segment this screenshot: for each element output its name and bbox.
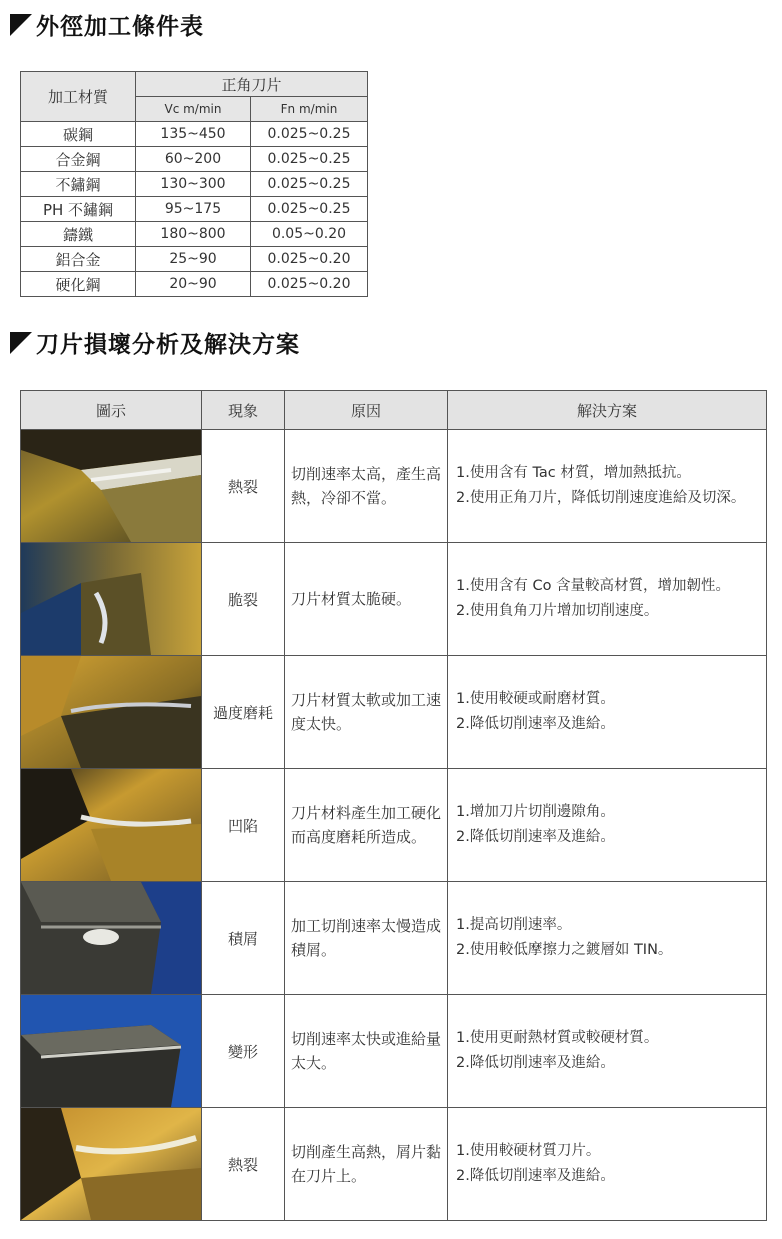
cutting-conditions-table bbox=[20, 71, 368, 297]
cell-material: 鋁合金 bbox=[21, 247, 136, 272]
cell-cause: 刀片材質太脆硬。 bbox=[285, 543, 448, 656]
cell-vc: 60~200 bbox=[136, 147, 251, 172]
cell-solution bbox=[448, 769, 767, 882]
insert-damage-photo bbox=[21, 1108, 201, 1220]
insert-photo-cell bbox=[21, 882, 202, 995]
cell-fn: 0.05~0.20 bbox=[251, 222, 368, 247]
solution-line: 1.使用更耐熱材質或較硬材質。 bbox=[456, 1030, 659, 1046]
insert-photo-cell bbox=[21, 1108, 202, 1221]
section-title-text: 刀片損壞分析及解決方案 bbox=[36, 332, 300, 358]
cell-cause: 切削速率太快或進給量太大。 bbox=[285, 995, 448, 1108]
solution-line: 2.降低切削速率及進給。 bbox=[456, 829, 615, 845]
table-row bbox=[21, 1108, 767, 1221]
cell-phenomenon: 過度磨耗 bbox=[202, 656, 285, 769]
solution-line: 2.使用負角刀片增加切削速度。 bbox=[456, 603, 659, 619]
cell-fn: 0.025~0.20 bbox=[251, 272, 368, 297]
cell-phenomenon: 熱裂 bbox=[202, 430, 285, 543]
insert-photo-cell bbox=[21, 543, 202, 656]
cell-material: 合金鋼 bbox=[21, 147, 136, 172]
cell-vc: 180~800 bbox=[136, 222, 251, 247]
cell-vc: 135~450 bbox=[136, 122, 251, 147]
section-title-cutting-conditions bbox=[10, 8, 204, 41]
solution-line: 2.使用正角刀片，降低切削速度進給及切深。 bbox=[456, 490, 746, 506]
solution-line: 2.使用較低摩擦力之鍍層如 TIN。 bbox=[456, 942, 673, 958]
table-row bbox=[21, 430, 767, 543]
table-row bbox=[21, 769, 767, 882]
cell-cause: 刀片材料產生加工硬化而高度磨耗所造成。 bbox=[285, 769, 448, 882]
insert-damage-photo bbox=[21, 430, 201, 542]
insert-damage-photo bbox=[21, 769, 201, 881]
cell-material: 硬化鋼 bbox=[21, 272, 136, 297]
cell-cause: 切削速率太高，產生高熱，冷卻不當。 bbox=[285, 430, 448, 543]
section-title-damage-analysis bbox=[10, 326, 300, 359]
table-row bbox=[21, 122, 368, 147]
solution-line: 1.提高切削速率。 bbox=[456, 917, 572, 933]
solution-line: 1.使用較硬或耐磨材質。 bbox=[456, 691, 615, 707]
insert-damage-photo bbox=[21, 882, 201, 994]
cell-fn: 0.025~0.25 bbox=[251, 147, 368, 172]
solution-line: 1.使用含有 Co 含量較高材質，增加韌性。 bbox=[456, 578, 731, 594]
header-vc: Vc m/min bbox=[136, 97, 251, 122]
cell-phenomenon: 熱裂 bbox=[202, 1108, 285, 1221]
cell-cause: 切削產生高熱，屑片黏在刀片上。 bbox=[285, 1108, 448, 1221]
cell-phenomenon: 脆裂 bbox=[202, 543, 285, 656]
table-row bbox=[21, 147, 368, 172]
cell-fn: 0.025~0.25 bbox=[251, 122, 368, 147]
insert-damage-photo bbox=[21, 543, 201, 655]
cell-material: PH 不鏽鋼 bbox=[21, 197, 136, 222]
cell-vc: 25~90 bbox=[136, 247, 251, 272]
cell-phenomenon: 凹陷 bbox=[202, 769, 285, 882]
solution-line: 2.降低切削速率及進給。 bbox=[456, 1168, 615, 1184]
header-image: 圖示 bbox=[21, 391, 202, 430]
cell-material: 不鏽鋼 bbox=[21, 172, 136, 197]
section-title-text: 外徑加工條件表 bbox=[36, 14, 204, 40]
table-row bbox=[21, 272, 368, 297]
solution-line: 2.降低切削速率及進給。 bbox=[456, 716, 615, 732]
table-row bbox=[21, 247, 368, 272]
cell-fn: 0.025~0.25 bbox=[251, 197, 368, 222]
cell-vc: 130~300 bbox=[136, 172, 251, 197]
insert-damage-photo bbox=[21, 995, 201, 1107]
solution-line: 2.降低切削速率及進給。 bbox=[456, 1055, 615, 1071]
cell-solution bbox=[448, 995, 767, 1108]
insert-damage-photo bbox=[21, 656, 201, 768]
triangle-marker-icon bbox=[10, 332, 32, 354]
cell-material: 鑄鐵 bbox=[21, 222, 136, 247]
cell-vc: 20~90 bbox=[136, 272, 251, 297]
solution-line: 1.使用含有 Tac 材質，增加熱抵抗。 bbox=[456, 465, 691, 481]
cell-cause: 刀片材質太軟或加工速度太快。 bbox=[285, 656, 448, 769]
insert-photo-cell bbox=[21, 656, 202, 769]
cell-fn: 0.025~0.25 bbox=[251, 172, 368, 197]
cell-fn: 0.025~0.20 bbox=[251, 247, 368, 272]
table-row bbox=[21, 222, 368, 247]
cell-solution bbox=[448, 656, 767, 769]
table-row bbox=[21, 172, 368, 197]
insert-photo-cell bbox=[21, 995, 202, 1108]
cell-solution bbox=[448, 1108, 767, 1221]
cell-solution bbox=[448, 543, 767, 656]
table-row bbox=[21, 882, 767, 995]
cell-material: 碳鋼 bbox=[21, 122, 136, 147]
cell-phenomenon: 積屑 bbox=[202, 882, 285, 995]
cell-cause: 加工切削速率太慢造成積屑。 bbox=[285, 882, 448, 995]
table-row bbox=[21, 197, 368, 222]
table-row bbox=[21, 995, 767, 1108]
header-insert-type: 正角刀片 bbox=[136, 72, 368, 97]
cell-vc: 95~175 bbox=[136, 197, 251, 222]
cell-solution bbox=[448, 430, 767, 543]
damage-analysis-table bbox=[20, 390, 767, 1221]
solution-line: 1.使用較硬材質刀片。 bbox=[456, 1143, 601, 1159]
header-solution: 解決方案 bbox=[448, 391, 767, 430]
table-row bbox=[21, 656, 767, 769]
insert-photo-cell bbox=[21, 430, 202, 543]
table-row bbox=[21, 543, 767, 656]
insert-photo-cell bbox=[21, 769, 202, 882]
header-fn: Fn m/min bbox=[251, 97, 368, 122]
header-cause: 原因 bbox=[285, 391, 448, 430]
cell-phenomenon: 變形 bbox=[202, 995, 285, 1108]
solution-line: 1.增加刀片切削邊隙角。 bbox=[456, 804, 615, 820]
triangle-marker-icon bbox=[10, 14, 32, 36]
header-phenomenon: 現象 bbox=[202, 391, 285, 430]
cell-solution bbox=[448, 882, 767, 995]
header-material: 加工材質 bbox=[21, 72, 136, 122]
